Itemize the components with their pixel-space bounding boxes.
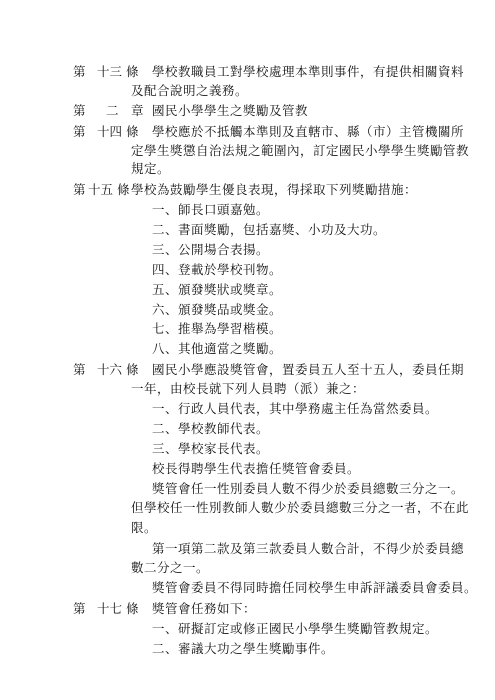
article-16-line: 國民小學應設獎管會，置委員五人至十五人，委員任期 (152, 362, 465, 377)
article-16-line: 一年，由校長就下列人員聘（派）兼之： (131, 381, 366, 396)
article-14-line: 定學生獎懲自治法規之範圍內，訂定國民小學學生獎勵管教 (131, 143, 470, 158)
chapter-2-title: 國民小學學生之獎勵及管教 (152, 103, 309, 118)
article-14-line: 學校應於不抵觸本準則及直轄市、縣（市）主管機關所 (152, 124, 465, 139)
article-15-item: 一、師長口頭嘉勉。 (152, 202, 270, 217)
article-15-item: 八、其他適當之獎勵。 (152, 341, 283, 356)
article-16-line: 獎管會任一性別委員人數不得少於委員總數三分之一。 (152, 481, 465, 496)
article-15-item: 二、書面獎勵，包括嘉獎、小功及大功。 (152, 222, 387, 237)
article-16-item: 三、學校家長代表。 (152, 441, 270, 456)
article-16-line: 數二分之一。 (131, 560, 210, 575)
article-16-line: 獎管會委員不得同時擔任同校學生申訴評議委員會委員。 (152, 580, 478, 595)
article-17-item: 二、審議大功之學生獎勵事件。 (152, 641, 335, 656)
article-16-line: 第一項第二款及第三款委員人數合計，不得少於委員總 (152, 541, 465, 556)
article-13-line: 學校教職員工對學校處理本準則事件，有提供相關資料 (152, 64, 465, 79)
document-page: 第 十三 條 學校教職員工對學校處理本準則事件，有提供相關資料 及配合說明之義務。 第 二 章 國民小學學生之獎勵及管教 第 十四 條 學校應於不抵觸本準則及直轄市、縣（市）主管機關所 定學生獎懲自治法規之範圍內，訂定國民小學學生獎勵管教 規定。 第 十五 條 學校為鼓勵學生優良表現，得採取下列獎勵措施： 一、師長口頭嘉勉。 二、書面獎勵，包括嘉獎、小功及大功。 三、公開場合表揚。 四、登載於學校刊物。 五、頒發獎狀或獎章。 六、頒發獎品或獎金。 七、推舉為學習楷模。 八、其他適當之獎勵。 第 十六 條 國民小學應設獎管會，置委員五人至十五人，委員任期 一年，由校長就下列人員聘（派）兼之： 一、行政人員代表，其中學務處主任為當然委員。 二、學校教師代表。 三、學校家長代表。 校長得聘學生代表擔任獎管會委員。 獎管會任一性別委員人數不得少於委員總數三分之一。 但學校任一性別教師人數少於委員總數三分之一者，不在此 限。 第一項第二款及第三款委員人數合計，不得少於委員總 數二分之一。 獎管會委員不得同時擔任同校學生申訴評議委員會委員。 第 十七 條 獎管會任務如下： 一、研擬訂定或修正國民小學學生獎勵管教規定。 二、審議大功之學生獎勵事件。 (73, 64, 478, 656)
article-14-line: 規定。 (131, 161, 171, 176)
article-17-item: 一、研擬訂定或修正國民小學學生獎勵管教規定。 (152, 621, 439, 636)
article-15-item: 三、公開場合表揚。 (152, 242, 270, 257)
article-13-line: 及配合說明之義務。 (131, 83, 249, 98)
article-15-line: 學校為鼓勵學生優良表現，得採取下列獎勵措施： (131, 182, 418, 197)
article-15-item: 四、登載於學校刊物。 (152, 262, 283, 277)
article-15-item: 七、推舉為學習楷模。 (152, 321, 283, 336)
article-16-item: 一、行政人員代表，其中學務處主任為當然委員。 (152, 401, 439, 416)
article-15-item: 六、頒發獎品或獎金。 (152, 302, 283, 317)
article-16-line: 但學校任一性別教師人數少於委員總數三分之一者，不在此 (131, 500, 470, 515)
article-17-line: 獎管會任務如下： (152, 601, 257, 616)
article-16-line: 校長得聘學生代表擔任獎管會委員。 (152, 461, 361, 476)
article-16-item: 二、學校教師代表。 (152, 421, 270, 436)
article-15-item: 五、頒發獎狀或獎章。 (152, 282, 283, 297)
article-16-line: 限。 (131, 520, 158, 535)
